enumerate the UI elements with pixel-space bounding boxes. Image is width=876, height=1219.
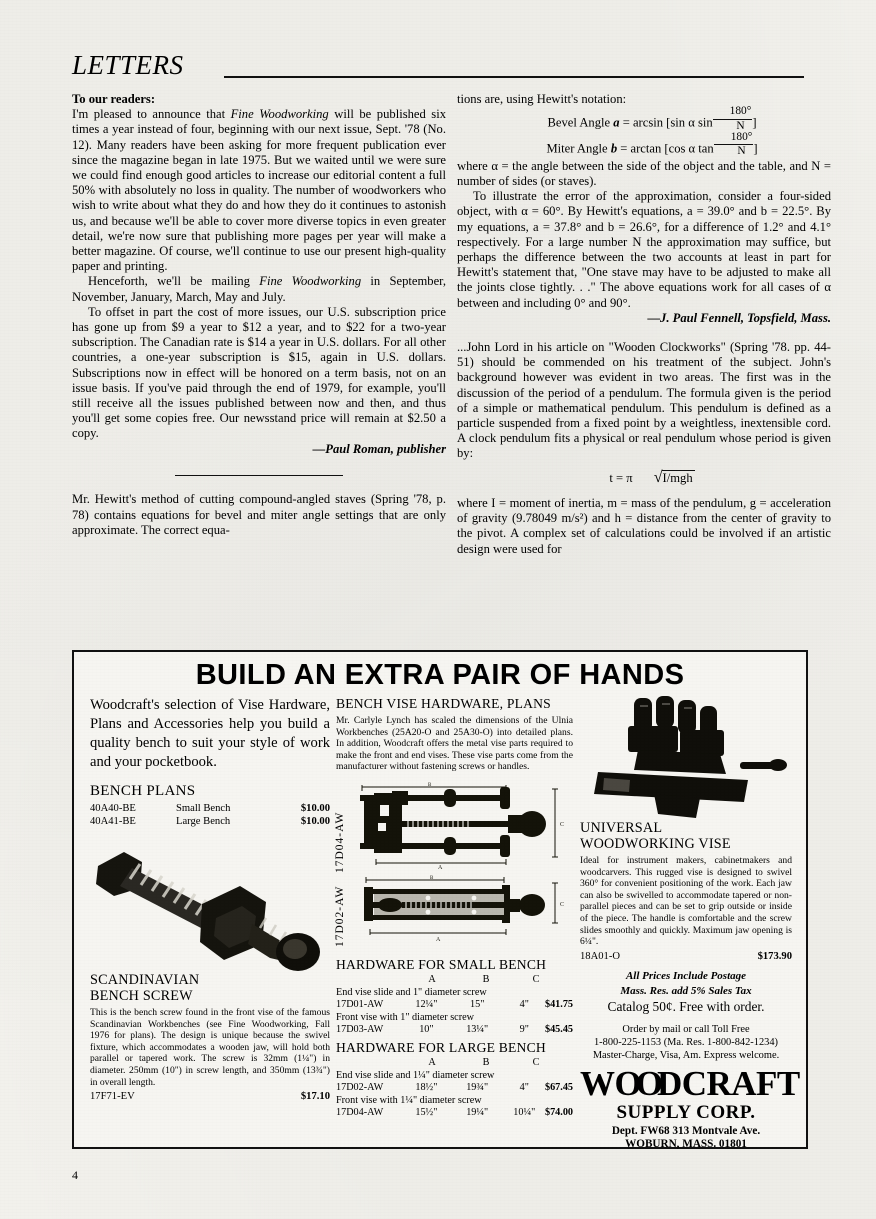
equation-miter-angle [457,133,831,159]
equation-pendulum-period [457,470,831,486]
paragraph-error-illustration: To illustrate the error of the approximation, consider a four-sided object, with α = 60°. By Hewitt's equations, a = 39.0° and b = 22.5°. By my equations, a = 37.8° and b = 26.6°, for a difference of 1.2° and 4.1° respectively. For a large number N the approximation may suffice, but perhaps the difference between the two accounts at least in part for Hewitt's statement that, "One stave may have to be adjusted to make all the joints close tightly. . ." The above equations work for all cases of α between and including 0° and 90°. [457,189,831,310]
dim-a: 18½" [415,1082,438,1094]
paragraph-announcement [72,107,446,274]
svg-text:A: A [438,864,443,871]
miter-numerator: 180° [730,131,753,144]
bevel-fraction [713,106,753,132]
scandinavian-body: This is the bench screw found in the front vise of the famous Scandinavian Workbenches (see Fine Woodworking, Fall 1976 for plans). The design is unique because the swivel fixture, which accommodates a wooden jaw, will hold both parallel or tapered work. The screw is 32mm (1¼") in diameter. 250mm (10") in screw length, and 350mm (13¾") in overall length. [90,1007,330,1088]
scandinavian-code: 17F71-EV [90,1091,135,1103]
item-price: $45.45 [544,1024,573,1036]
bevel-body: = arcsin [sin α sin [622,115,713,130]
dim-c: 4" [519,1082,529,1094]
large-bench-group-desc: End vise slide and 1¼" diameter screw [336,1069,495,1081]
plan-code: 40A41-BE [90,816,136,827]
dim-a: 15½" [415,1107,438,1119]
ad-column-left [90,696,330,1102]
paragraph-clockworks: ...John Lord in his article on "Wooden Clockworks" (Spring '78. pp. 44-51) should be commended on his treatment of the subject. John's background however was evident in two areas. The first was in the discussion of the period of a pendulum. The formula given is the period of a simple or mathematical pendulum. This pendulum is defined as a particle suspended from a fixed point by a weightless, inextensible cord. A clock pendulum fits a physical or real pendulum whose period is given by: [457,340,831,461]
bench-plans-heading: BENCH PLANS [90,783,196,799]
order-line-1: Order by mail or call Toll Free [622,1023,750,1035]
bevel-variable: a [613,115,620,130]
dim-b: 19¾" [466,1082,489,1094]
order-line-3: Master-Charge, Visa, Am. Express welcome. [592,1049,780,1061]
scandinavian-heading-line1: SCANDINAVIAN [90,972,200,988]
paragraph-variables: where I = moment of inertia, m = mass of the pendulum, g = acceleration of gravity (9.78049 m/s²) and h = distance from the center of gravity to the pivot. A complex set of calculations could be involved if an artistic design were used for [457,495,831,556]
universal-vise-body: Ideal for instrument makers, cabinetmakers and woodcarvers. This rugged vise is designed to swivel 360° for convenient positioning of the work. Each jaw can also be swivelled to accommodate tapered or non-parallel pieces and can be set to grip outside or inside of the piece. The handle is comfortable and the screw slides smoothly and quickly. Maximum jaw opening is 6¼". [580,855,792,948]
scandinavian-heading [90,972,330,1004]
table-row [336,1107,573,1120]
bench-vise-hardware-body: Mr. Carlyle Lynch has scaled the dimensions of the Ulnia Workbenches (25A20-O and 25A30-O) into detailed plans. In addition, Woodcraft offers the metal vise parts required to make the front and end vises. These vise parts come from the manufacturer without fastening screws or handles. [336,715,573,773]
logo-part-3: DCRAFT [656,1063,800,1103]
para2-part1: Henceforth, we'll be mailing [88,274,260,289]
universal-vise-heading-line1: UNIVERSAL [580,820,663,836]
editorial-column-left [72,92,446,538]
plan-price: $10.00 [300,816,330,827]
pendulum-radicand: I/mgh [662,470,693,485]
advertisement [72,650,808,1149]
diagram-label-lower: 17D02-AW [334,885,346,947]
paragraph-pricing: To offset in part the cost of more issues, our U.S. subscription price has gone up from $9 a year to $12 a year, and to $22 for a two-year subscription. The Canadian rate is $14 a year in U.S. dollars. For all other countries, a one-year subscription is $15, again in U.S. dollars. Subscriptions now in effect will be honored on a term basis, not on an issue basis. If you've paid through the end of 1979, for example, you'll still receive all the issues published between now and then, and thus you'll get some copies free. Our newsstand price will remain at $2.50 a copy. [72,304,446,441]
paragraph-schedule [72,274,446,304]
terms-postage: All Prices Include Postage [625,969,747,982]
miter-denominator: N [737,145,746,158]
salutation: To our readers: [72,92,156,106]
large-bench-group-desc: Front vise with 1¼" diameter screw [336,1094,482,1106]
large-bench-table [336,1057,573,1120]
miter-variable: b [610,141,618,156]
svg-text:B: B [430,875,434,881]
vise-diagrams [336,779,573,955]
item-code: 17D02-AW [336,1082,384,1094]
bevel-bracket-close: ] [752,115,757,130]
magazine-name-2: Fine Woodworking [259,274,362,289]
para1-part2: will be published six times a year instead of four, beginning with our next issue, Sept. '78 (No. 12). Many readers have been asking for more frequent publication ever since the magazine began in late 1975. But we waited until we were sure we could find enough good articles to increase our editorial content a full 50% with absolutely no loss in quality. The number of woodworkers who wish to write about what they do and how they do it continues to astonish us, and because we'll be able to cover more diverse topics in even greater detail, we're now sure that publishing more pages per year will make a better magazine. Of course, we'll continue to use our present high-quality paper and printing. [72,107,447,274]
universal-vise-price: $173.90 [757,950,792,962]
paragraph-hewitt: Mr. Hewitt's method of cutting compound-angled staves (Spring '78, p. 78) contains equations for bevel and miter angle settings that are only approximate. The correct equa- [72,492,446,537]
large-bench-header-row [336,1057,573,1070]
bench-plan-row [90,802,330,815]
item-code: 17D04-AW [336,1107,384,1119]
plan-price: $10.00 [300,803,330,814]
equation-bevel-angle [457,107,831,133]
editorial-column-right [457,92,831,557]
ad-headline: BUILD AN EXTRA PAIR OF HANDS [195,659,685,691]
universal-vise-heading-line2: WOODWORKING VISE [580,836,731,852]
ad-intro-text: Woodcraft's selection of Vise Hardware, Plans and Accessories help you build a quality bench to suit your style of work and your pocketbook. [90,697,330,770]
item-price: $67.45 [544,1082,573,1094]
bevel-denominator: N [736,119,745,132]
logo-interlocking-o-icon: OO [614,1063,657,1103]
terms-catalog: Catalog 50¢. Free with order. [607,998,765,1014]
company-logo-subtitle: SUPPLY CORP. [616,1101,756,1123]
dim-a: 10" [419,1024,434,1036]
bench-plan-row [90,815,330,828]
column-header-b: B [482,1056,490,1068]
small-bench-group-desc: End vise slide and 1" diameter screw [336,986,487,998]
dim-b: 15" [470,999,485,1011]
universal-vise-heading [580,820,792,852]
svg-text:B: B [428,782,432,788]
small-bench-table [336,974,573,1037]
large-bench-heading: HARDWARE FOR LARGE BENCH [336,1039,546,1055]
paragraph-definitions: where α = the angle between the side of the object and the table, and N = number of sides (or staves). [457,158,831,189]
order-line-2: 1-800-225-1153 (Ma. Res. 1-800-842-1234) [593,1036,779,1048]
miter-fraction-bar [714,144,754,145]
small-bench-heading: HARDWARE FOR SMALL BENCH [336,956,547,972]
dim-b: 13¼" [466,1024,489,1036]
company-address-line1: Dept. FW68 313 Montvale Ave. [611,1124,761,1137]
magazine-name: Fine Woodworking [230,107,329,122]
dim-c: 4" [519,999,529,1011]
bevel-label: Bevel Angle [547,115,611,130]
miter-body: = arctan [cos α tan [620,141,714,156]
scandinavian-price: $17.10 [300,1091,330,1103]
column-header-c: C [532,1056,540,1068]
item-code: 17D03-AW [336,1024,384,1036]
universal-vise-price-row [580,951,792,962]
radical-glyph: √ [653,468,663,486]
small-bench-header-row [336,974,573,987]
paragraph-notation: tions are, using Hewitt's notation: [457,92,627,106]
table-row [336,999,573,1012]
dim-a: 12¼" [415,999,438,1011]
svg-text:C: C [560,821,565,828]
svg-text:A: A [436,936,441,943]
company-address-line2: WOBURN, MASS. 01801 [625,1138,747,1151]
fennell-signature: —J. Paul Fennell, Topsfield, Mass. [647,310,831,325]
ad-column-middle [336,696,573,1120]
scandinavian-heading-line2: BENCH SCREW [90,988,193,1004]
item-code: 17D01-AW [336,999,384,1011]
letter-separator-rule [175,475,343,477]
diagram-label-upper: 17D04-AW [334,811,346,873]
table-row [336,1082,573,1095]
plan-name: Small Bench [176,803,231,814]
column-header-a: A [428,973,436,985]
svg-text:C: C [560,901,565,908]
dim-b: 19¼" [466,1107,489,1119]
bench-screw-illustration [90,832,330,972]
bench-vise-hardware-heading: BENCH VISE HARDWARE, PLANS [336,696,551,711]
plan-name: Large Bench [176,816,231,827]
table-row [336,1024,573,1037]
dim-c: 10¼" [513,1107,536,1119]
universal-vise-photo [580,696,792,820]
universal-vise-illustration [580,696,792,820]
para1-part1: I'm pleased to announce that [72,107,231,122]
column-header-c: C [532,973,540,985]
dim-c: 9" [519,1024,529,1036]
item-price: $41.75 [544,999,573,1011]
plan-code: 40A40-BE [90,803,136,814]
miter-fraction [714,132,754,158]
small-bench-group-desc: Front vise with 1" diameter screw [336,1011,474,1023]
ad-column-right [580,696,800,1152]
page-number: 4 [72,1168,78,1182]
square-root-icon [636,470,695,486]
bench-screw-photo [90,832,330,972]
miter-bracket-close: ] [753,141,758,156]
logo-part-1: W [580,1063,615,1103]
universal-vise-code: 18A01-O [580,950,621,962]
pendulum-lead: t = π [609,470,633,485]
bevel-fraction-bar [713,119,753,120]
bevel-numerator: 180° [729,105,752,118]
vise-hardware-illustration [356,779,571,955]
masthead-rule [224,76,804,78]
item-price: $74.00 [544,1107,573,1119]
scandinavian-price-row [90,1091,330,1102]
terms-sales-tax: Mass. Res. add 5% Sales Tax [620,984,752,997]
page-title: LETTERS [72,50,184,80]
page-masthead [72,50,804,84]
publisher-signature: —Paul Roman, publisher [312,441,446,456]
para2-part2: in September, November, January, March, May and July. [72,274,447,304]
miter-label: Miter Angle [546,141,608,156]
column-header-a: A [428,1056,436,1068]
column-header-b: B [482,973,490,985]
company-logo [580,1063,800,1103]
